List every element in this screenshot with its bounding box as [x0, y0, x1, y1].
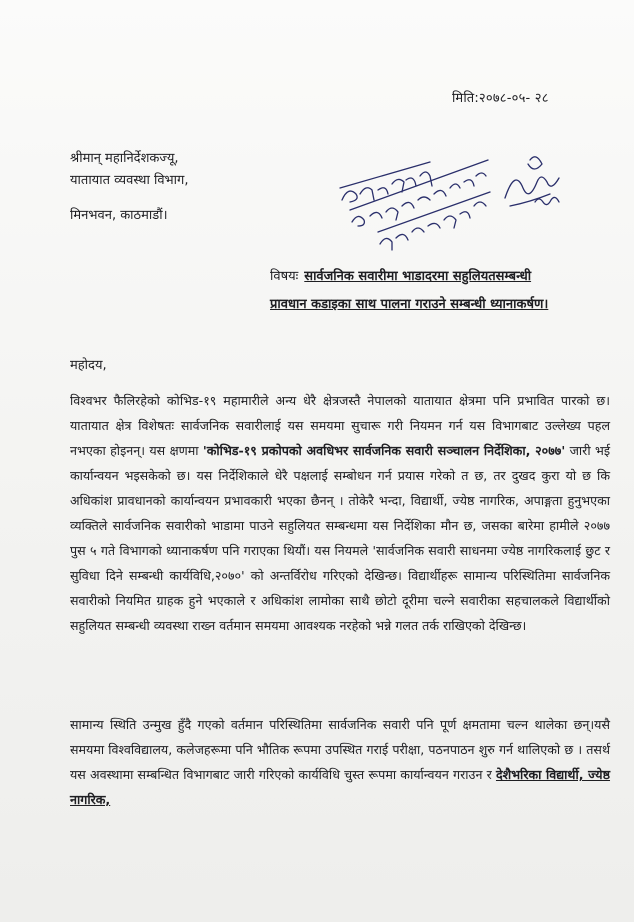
paragraph-1-text-a: विश्वभर फैलिरहेको कोभिड-१९ महामारीले अन्य धेरै क्षेत्रजस्तै नेपालको यातायात क्षेत्रमा पनि प्रभावित पारको छ। यातायात क्षेत्र विशेषतः सार्वजनिक सवारीलाई यस समयमा सुचारू गरी नियमन गर्न यस विभागबाट उल्लेख्य पहल नभएका होइनन्। यस क्षणमा	[70, 393, 610, 458]
recipient-address: मिनभवन, काठमाडौं।	[70, 208, 168, 223]
handwritten-note	[330, 140, 580, 260]
recipient-department: यातायात व्यवस्था विभाग,	[70, 173, 189, 188]
paragraph-1-text-b: जारी भई कार्यान्वयन भइसकेको छ। यस निर्देशिकाले धेरै पक्षलाई सम्बोधन गर्न प्रयास गरेको त छ, तर दुखद कुरा यो छ कि अधिकांश प्रावधानको कार्यान्वयन प्रभावकारी भएका छैनन् । तोकेरै भन्दा, विद्यार्थी, ज्येष्ठ नागरिक, अपाङ्गता हुनुभएका व्यक्तिले सार्वजनिक सवारीको भाडामा पाउने सहुलियत सम्बन्धमा यस निर्देशिका मौन छ, जसका बारेमा हामीले २०७७ पुस ५ गते विभागको ध्यानाकर्षण पनि गराएका थियौं। यस नियमले 'सार्वजनिक सवारी साधनमा ज्येष्ठ नागरिकलाई छुट र सुविधा दिने सम्बन्धी कार्यविधि,२०७०' को अन्तर्विरोध गरिएको देखिन्छ। विद्यार्थीहरू सामान्य परिस्थितिमा सार्वजनिक सवारीको नियमित ग्राहक हुने भएकाले र अधिकांश लामोका साथै छोटो दूरीमा चल्ने सवारीका सहचालकले विद्यार्थीको सहुलियत सम्बन्धी व्यवस्था राख्न वर्तमान समयमा आवश्यक नरहेको भन्ने गलत तर्क राखिएको देखिन्छ।	[70, 443, 610, 633]
recipient-title: श्रीमान् महानिर्देशकज्यू,	[70, 151, 179, 166]
salutation: महोदय,	[70, 358, 107, 373]
subject-text-1: सार्वजनिक सवारीमा भाडादरमा सहुलियतसम्बन्धी	[304, 269, 532, 284]
subject-block	[270, 263, 620, 319]
paragraph-1-bold: 'कोभिड-१९ प्रकोपको अवधिभर सार्वजनिक सवारी सञ्चालन निर्देशिका, २०७७'	[202, 443, 566, 458]
body-paragraph-2	[70, 712, 610, 812]
subject-line-1	[270, 263, 620, 291]
subject-text-2: प्रावधान कडाइका साथ पालना गराउने सम्बन्धी ध्यानाकर्षण।	[270, 297, 549, 312]
body-paragraph-1	[70, 388, 610, 638]
letter-date: मिति:२०७८-०५- २८	[452, 91, 549, 106]
subject-line-2	[270, 291, 620, 319]
paragraph-2-text-a: सामान्य स्थिति उन्मुख हुँदै गएको वर्तमान परिस्थितिमा सार्वजनिक सवारी पनि पूर्ण क्षमतामा चल्न थालेका छन्।यसै समयमा विश्वविद्यालय, कलेजहरूमा पनि भौतिक रूपमा उपस्थित गराई परीक्षा, पठनपाठन शुरु गर्न थालिएको छ । तसर्थ यस अवस्थामा सम्बन्धित विभागबाट जारी गरिएको कार्यविधि चुस्त रूपमा कार्यान्वयन गराउन र	[70, 717, 610, 782]
subject-label: विषयः	[270, 269, 299, 284]
paragraph-2-bold: देशैभरिका विद्यार्थी, ज्येष्ठ नागरिक,	[70, 767, 611, 807]
